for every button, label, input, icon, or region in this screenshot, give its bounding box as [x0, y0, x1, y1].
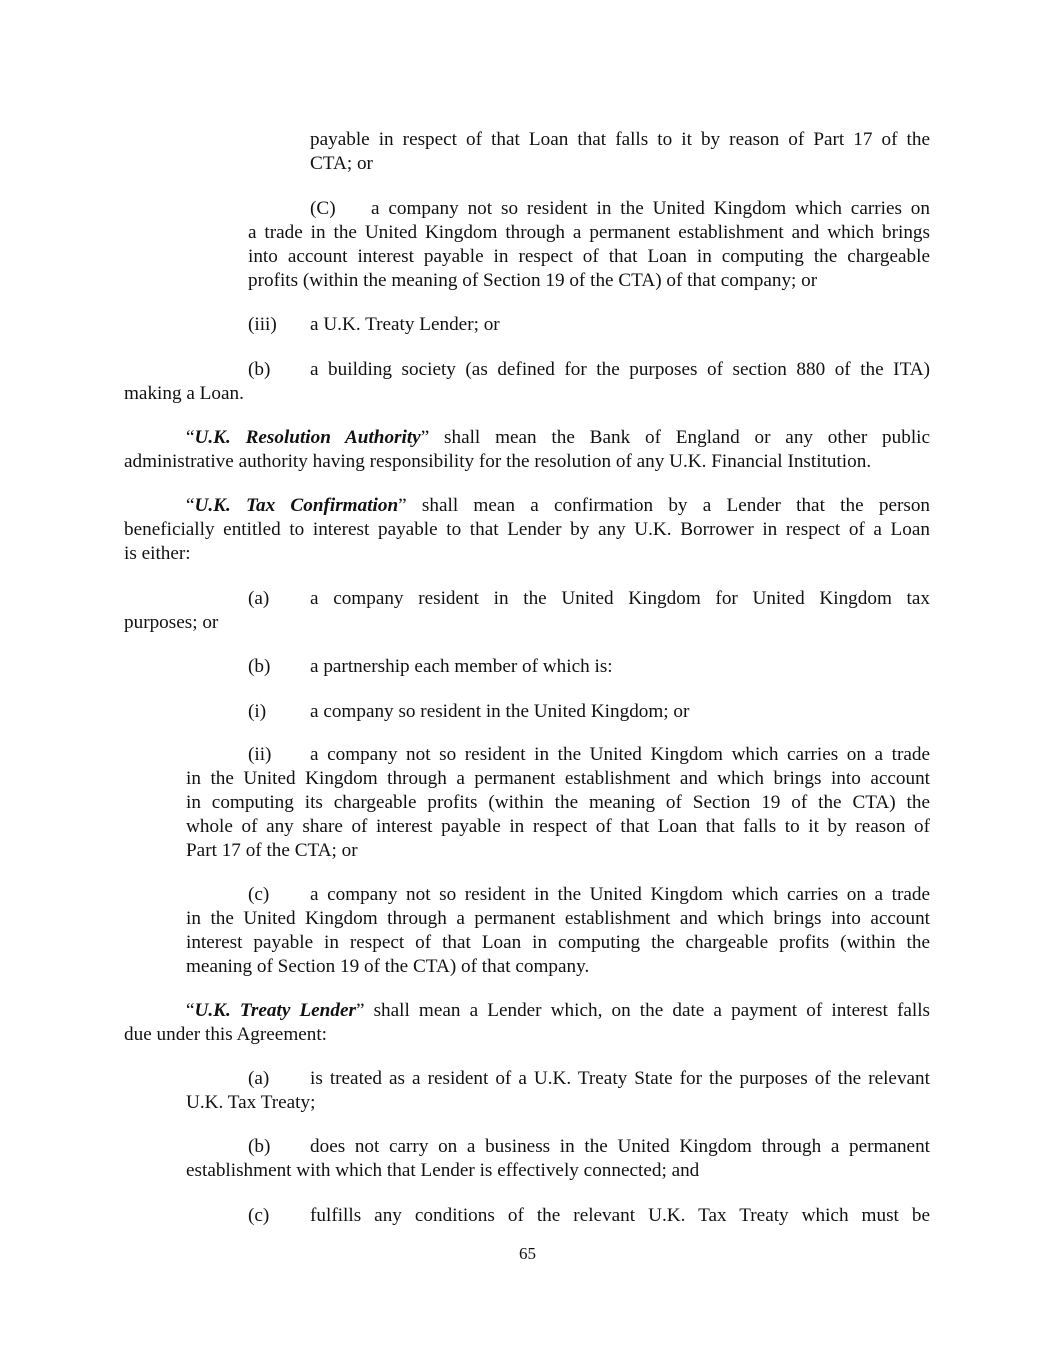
definition-first-line — [186, 999, 930, 1023]
definition-first-line — [186, 494, 930, 518]
text-line: in the United Kingdom through a permanent establishment and which brings into account — [186, 908, 930, 929]
defined-term: U.K. Tax Confirmation — [194, 495, 399, 516]
clause-label: (a) — [248, 588, 270, 609]
text-line: does not carry on a business in the United Kingdom through a permanent — [310, 1136, 930, 1157]
definition-first-line — [186, 426, 930, 450]
text-line: whole of any share of interest payable in respect of that Loan that falls to it by reason of — [186, 816, 930, 837]
clause-label: (b) — [248, 656, 271, 677]
text-line: a U.K. Treaty Lender; or — [310, 314, 500, 335]
clause-label: (C) — [310, 198, 336, 219]
definition-text: ” shall mean the Bank of England or any other public — [420, 427, 930, 448]
text-line: making a Loan. — [124, 383, 244, 404]
text-line: U.K. Tax Treaty; — [186, 1092, 316, 1113]
text-line: fulfills any conditions of the relevant U.K. Tax Treaty which must be — [310, 1205, 930, 1226]
clause-label: (i) — [248, 701, 267, 722]
text-line: a company not so resident in the United Kingdom which carries on — [371, 198, 930, 219]
text-line: profits (within the meaning of Section 19 of the CTA) of that company; or — [248, 270, 818, 291]
open-quote: “ — [186, 1000, 195, 1021]
text-line: beneficially entitled to interest payable to that Lender by any U.K. Borrower in respect of a Loan — [124, 519, 930, 540]
clause-label: (c) — [248, 884, 270, 905]
text-line: a company so resident in the United Kingdom; or — [310, 701, 690, 722]
text-line: a trade in the United Kingdom through a permanent establishment and which brings — [248, 222, 930, 243]
page-number: 65 — [519, 1244, 536, 1263]
text-line: Part 17 of the CTA; or — [186, 840, 358, 861]
text-line: a building society (as defined for the purposes of section 880 of the ITA) — [310, 359, 930, 380]
text-line: a company not so resident in the United Kingdom which carries on a trade — [310, 744, 930, 765]
text-line: a partnership each member of which is: — [310, 656, 613, 677]
text-line: meaning of Section 19 of the CTA) of that company. — [186, 956, 590, 977]
text-line: purposes; or — [124, 612, 219, 633]
text-line: a company not so resident in the United Kingdom which carries on a trade — [310, 884, 930, 905]
text-line: administrative authority having responsibility for the resolution of any U.K. Financial Institution. — [124, 451, 872, 472]
defined-term: U.K. Treaty Lender — [194, 1000, 356, 1021]
clause-label: (b) — [248, 359, 271, 380]
clause-label: (ii) — [248, 744, 272, 765]
text-line: establishment with which that Lender is effectively connected; and — [186, 1160, 700, 1181]
clause-label: (a) — [248, 1068, 270, 1089]
clause-label: (iii) — [248, 314, 277, 335]
text-line: in computing its chargeable profits (within the meaning of Section 19 of the CTA) the — [186, 792, 930, 813]
text-line: a company resident in the United Kingdom for United Kingdom tax — [310, 588, 930, 609]
clause-label: (c) — [248, 1205, 270, 1226]
definition-text: ” shall mean a confirmation by a Lender that the person — [398, 495, 931, 516]
open-quote: “ — [186, 495, 195, 516]
open-quote: “ — [186, 427, 195, 448]
text-line: is either: — [124, 543, 191, 564]
text-line: in the United Kingdom through a permanent establishment and which brings into account — [186, 768, 930, 789]
clause-label: (b) — [248, 1136, 271, 1157]
defined-term: U.K. Resolution Authority — [194, 427, 421, 448]
text-line: into account interest payable in respect of that Loan in computing the chargeable — [248, 246, 930, 267]
text-line: CTA; or — [310, 153, 373, 174]
text-line: due under this Agreement: — [124, 1024, 328, 1045]
definition-text: ” shall mean a Lender which, on the date a payment of interest falls — [355, 1000, 930, 1021]
text-line: is treated as a resident of a U.K. Treaty State for the purposes of the relevant — [310, 1068, 930, 1089]
text-line: payable in respect of that Loan that falls to it by reason of Part 17 of the — [310, 129, 930, 150]
text-line: interest payable in respect of that Loan in computing the chargeable profits (within the — [186, 932, 930, 953]
